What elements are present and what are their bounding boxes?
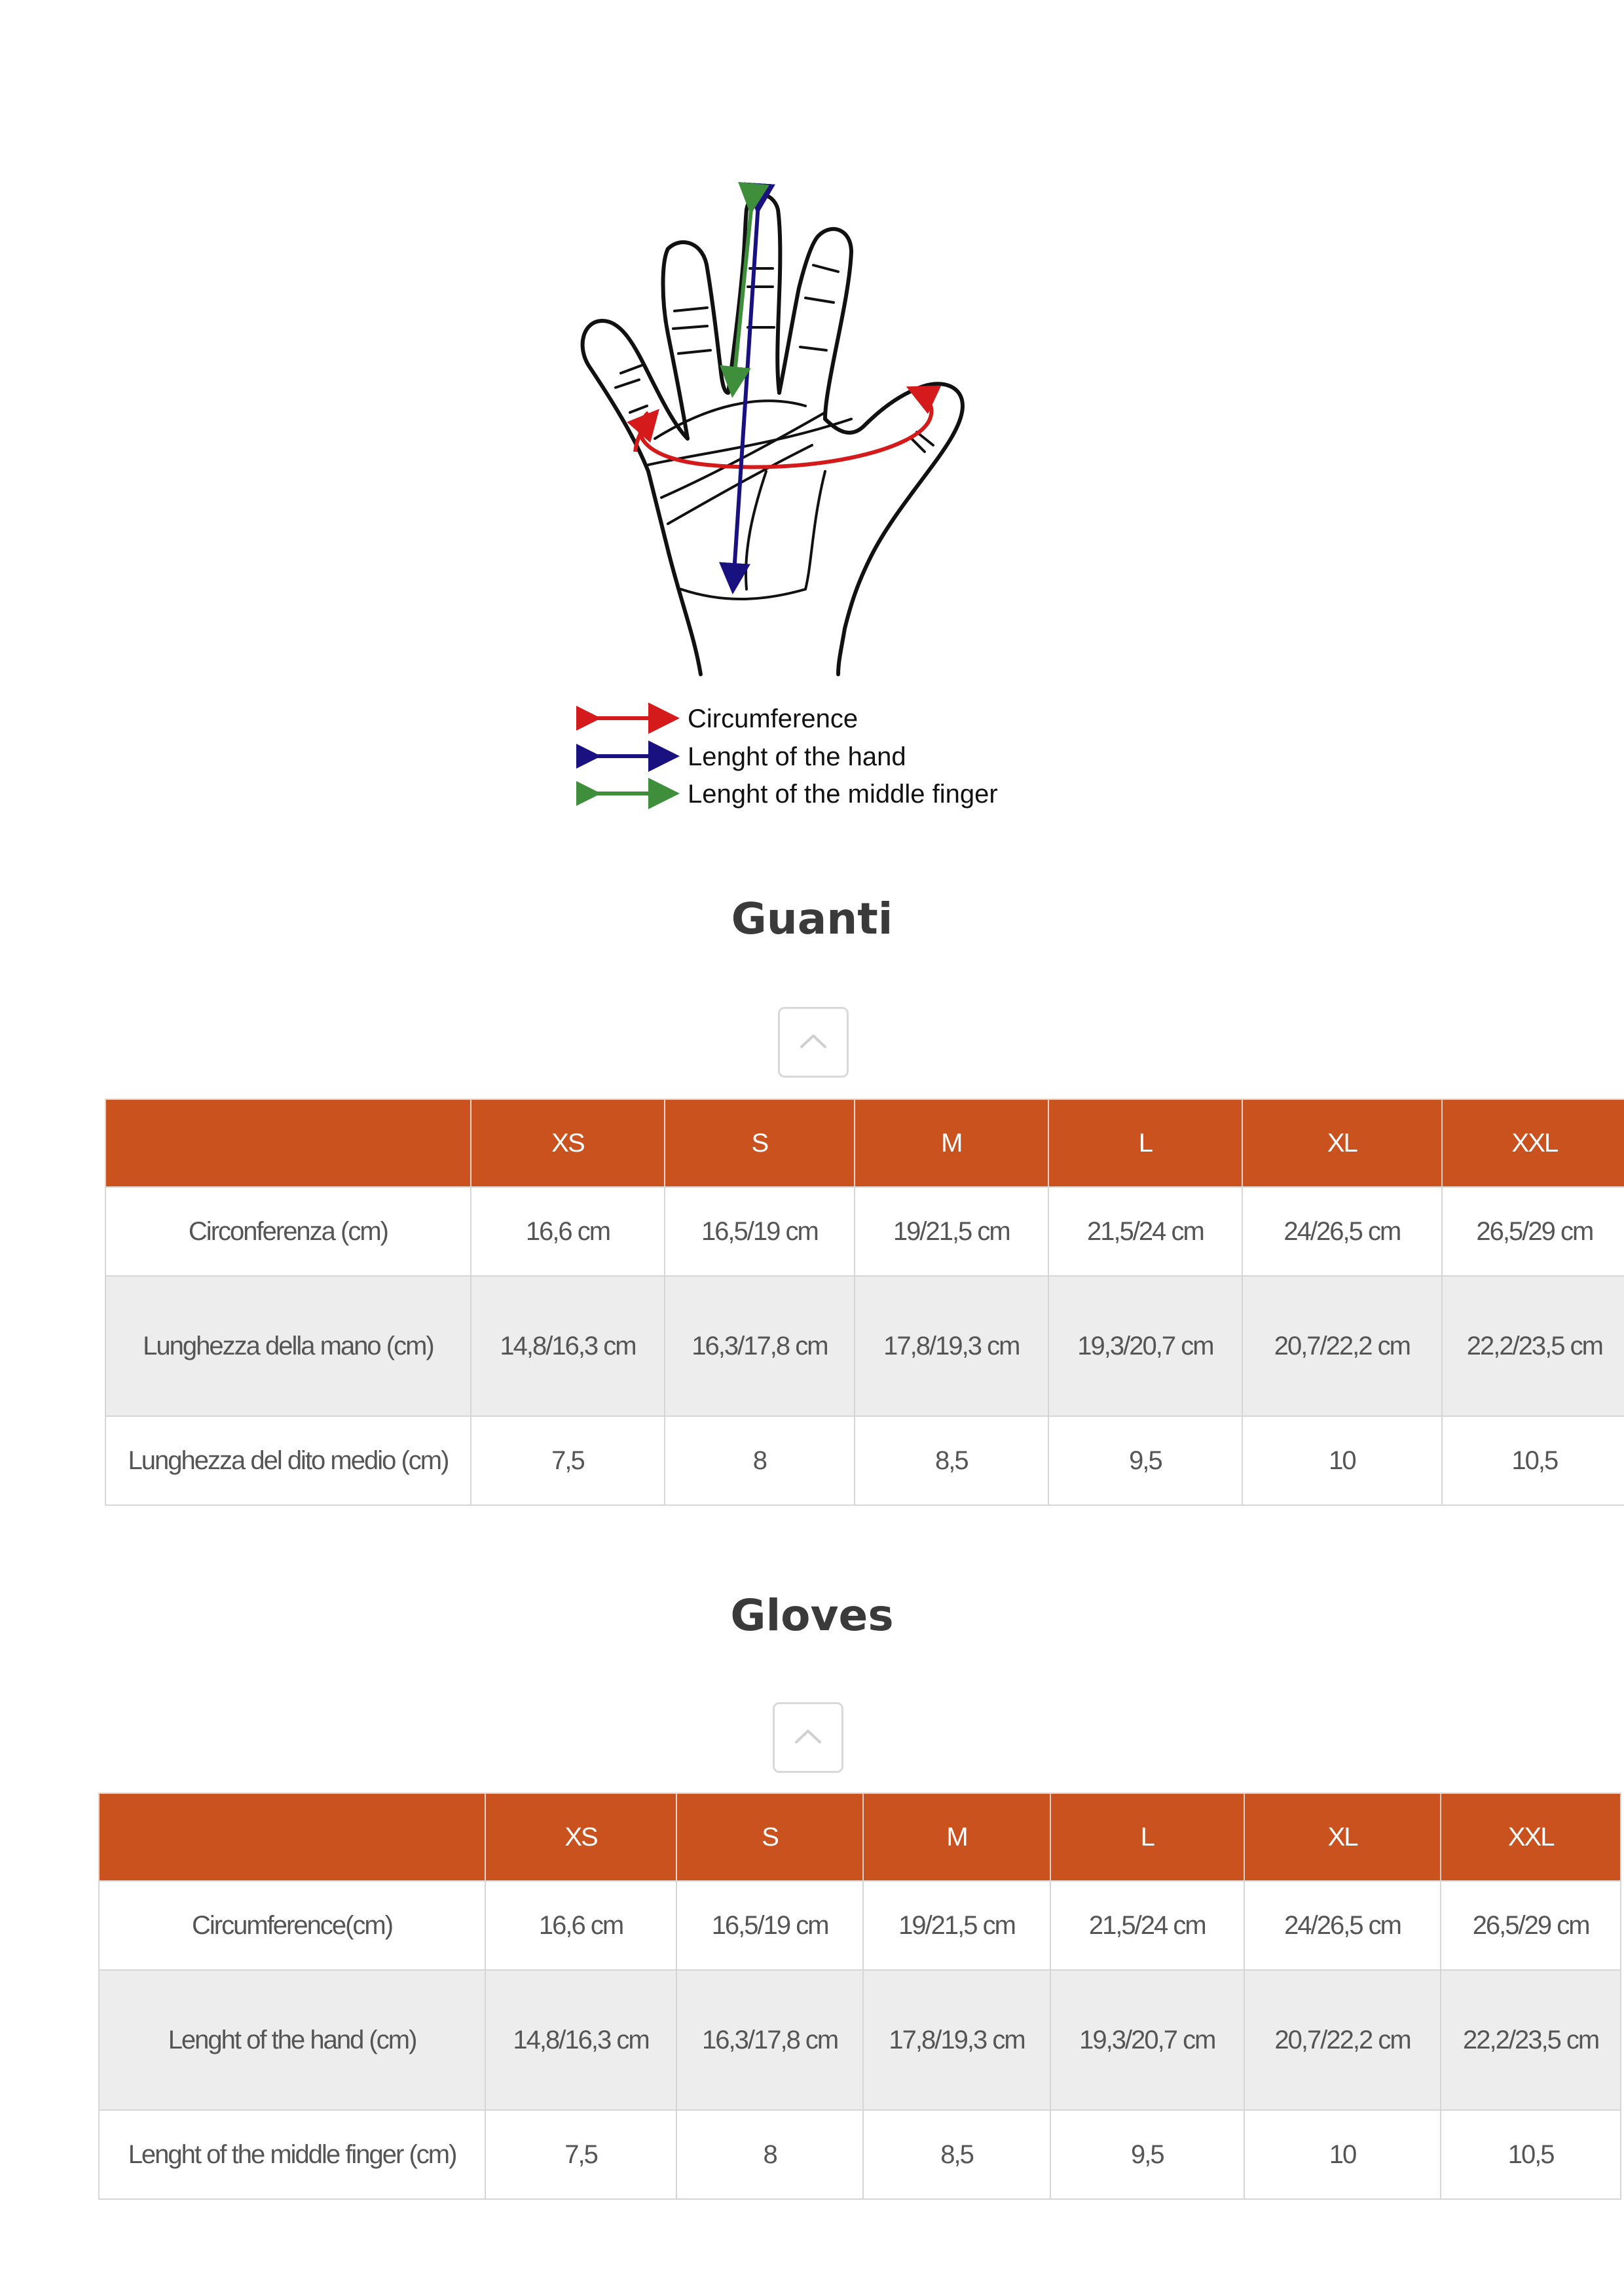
header-cell-empty bbox=[99, 1793, 485, 1881]
row-label: Lenght of the middle finger (cm) bbox=[99, 2110, 485, 2199]
table-cell: 16,3/17,8 cm bbox=[665, 1276, 855, 1416]
header-cell-xxl: XXL bbox=[1442, 1099, 1624, 1187]
header-cell-l: L bbox=[1048, 1099, 1242, 1187]
table-cell: 19,3/20,7 cm bbox=[1050, 1970, 1244, 2110]
table-cell: 10,5 bbox=[1441, 2110, 1621, 2199]
header-cell-empty bbox=[105, 1099, 471, 1187]
table-cell: 8,5 bbox=[863, 2110, 1050, 2199]
table-row bbox=[105, 1276, 1624, 1416]
legend-circumference-label: Circumference bbox=[688, 704, 858, 733]
header-cell-s: S bbox=[676, 1793, 863, 1881]
size-table-gloves bbox=[98, 1793, 1621, 2200]
header-cell-xl: XL bbox=[1244, 1793, 1441, 1881]
scroll-up-button[interactable] bbox=[778, 1007, 849, 1078]
table-cell: 24/26,5 cm bbox=[1244, 1881, 1441, 1970]
table-row bbox=[99, 1881, 1621, 1970]
table-cell: 26,5/29 cm bbox=[1441, 1881, 1621, 1970]
row-label: Circonferenza (cm) bbox=[105, 1187, 471, 1276]
table-cell: 19,3/20,7 cm bbox=[1048, 1276, 1242, 1416]
table-cell: 7,5 bbox=[485, 2110, 676, 2199]
scroll-up-button[interactable] bbox=[773, 1702, 843, 1773]
table-cell: 16,5/19 cm bbox=[665, 1187, 855, 1276]
table-cell: 26,5/29 cm bbox=[1442, 1187, 1624, 1276]
table-cell: 21,5/24 cm bbox=[1048, 1187, 1242, 1276]
table-cell: 24/26,5 cm bbox=[1242, 1187, 1442, 1276]
header-cell-l: L bbox=[1050, 1793, 1244, 1881]
section-title-guanti: Guanti bbox=[731, 894, 893, 944]
chevron-up-icon bbox=[780, 1009, 847, 1076]
table-row bbox=[99, 1970, 1621, 2110]
header-cell-m: M bbox=[855, 1099, 1048, 1187]
table-cell: 17,8/19,3 cm bbox=[863, 1970, 1050, 2110]
table-cell: 14,8/16,3 cm bbox=[485, 1970, 676, 2110]
table-cell: 10,5 bbox=[1442, 1416, 1624, 1505]
table-cell: 14,8/16,3 cm bbox=[471, 1276, 665, 1416]
table-cell: 10 bbox=[1244, 2110, 1441, 2199]
row-label: Lunghezza del dito medio (cm) bbox=[105, 1416, 471, 1505]
table-cell: 19/21,5 cm bbox=[855, 1187, 1048, 1276]
table-cell: 16,3/17,8 cm bbox=[676, 1970, 863, 2110]
header-cell-xl: XL bbox=[1242, 1099, 1442, 1187]
table-header-row bbox=[105, 1099, 1624, 1187]
table-header-row bbox=[99, 1793, 1621, 1881]
table-row bbox=[99, 2110, 1621, 2199]
header-cell-xs: XS bbox=[485, 1793, 676, 1881]
table-cell: 16,6 cm bbox=[471, 1187, 665, 1276]
table-row bbox=[105, 1187, 1624, 1276]
chevron-up-icon bbox=[775, 1704, 841, 1771]
row-label: Circumference(cm) bbox=[99, 1881, 485, 1970]
table-cell: 22,2/23,5 cm bbox=[1442, 1276, 1624, 1416]
legend-hand-length-label: Lenght of the hand bbox=[688, 742, 906, 771]
table-cell: 17,8/19,3 cm bbox=[855, 1276, 1048, 1416]
diagram-legend bbox=[589, 704, 998, 809]
header-cell-s: S bbox=[665, 1099, 855, 1187]
table-cell: 16,5/19 cm bbox=[676, 1881, 863, 1970]
table-cell: 8 bbox=[665, 1416, 855, 1505]
table-cell: 10 bbox=[1242, 1416, 1442, 1505]
table-cell: 19/21,5 cm bbox=[863, 1881, 1050, 1970]
table-cell: 16,6 cm bbox=[485, 1881, 676, 1970]
table-cell: 20,7/22,2 cm bbox=[1244, 1970, 1441, 2110]
hand-illustration bbox=[576, 131, 1048, 825]
row-label: Lunghezza della mano (cm) bbox=[105, 1276, 471, 1416]
table-cell: 22,2/23,5 cm bbox=[1441, 1970, 1621, 2110]
header-cell-xs: XS bbox=[471, 1099, 665, 1187]
row-label: Lenght of the hand (cm) bbox=[99, 1970, 485, 2110]
section-title-gloves: Gloves bbox=[730, 1590, 894, 1641]
table-cell: 9,5 bbox=[1050, 2110, 1244, 2199]
legend-finger-length-label: Lenght of the middle finger bbox=[688, 780, 998, 809]
table-cell: 7,5 bbox=[471, 1416, 665, 1505]
hand-measurement-diagram bbox=[576, 131, 1048, 825]
table-cell: 8,5 bbox=[855, 1416, 1048, 1505]
header-cell-xxl: XXL bbox=[1441, 1793, 1621, 1881]
table-row bbox=[105, 1416, 1624, 1505]
table-cell: 20,7/22,2 cm bbox=[1242, 1276, 1442, 1416]
table-cell: 9,5 bbox=[1048, 1416, 1242, 1505]
table-cell: 8 bbox=[676, 2110, 863, 2199]
table-cell: 21,5/24 cm bbox=[1050, 1881, 1244, 1970]
size-table-guanti bbox=[105, 1099, 1624, 1506]
header-cell-m: M bbox=[863, 1793, 1050, 1881]
